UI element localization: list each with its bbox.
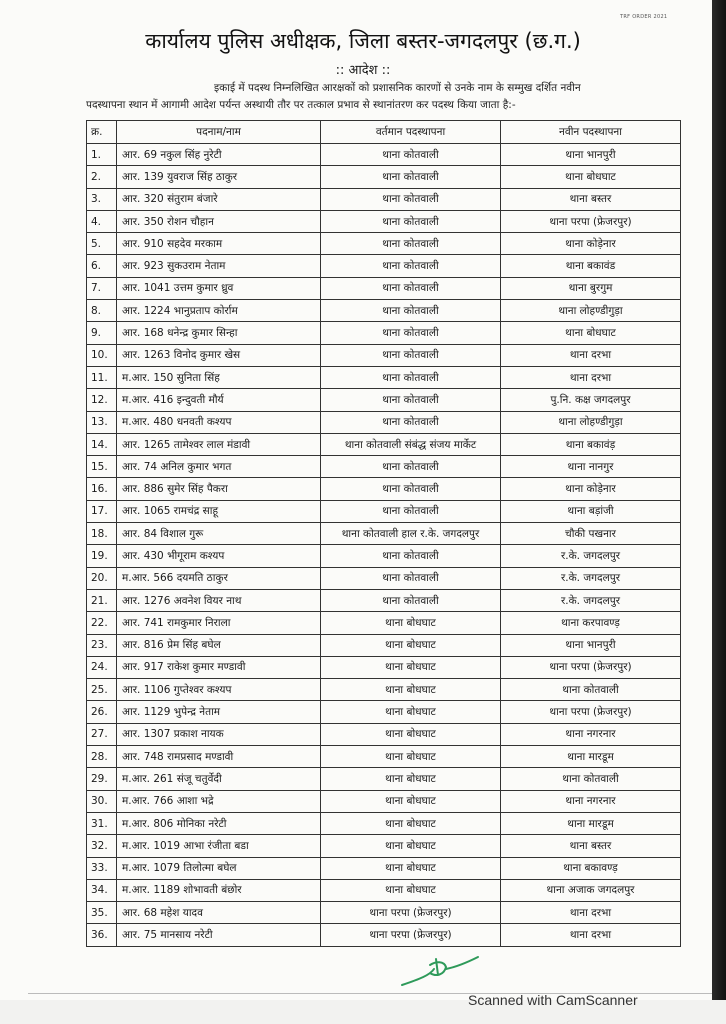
- current-posting: थाना कोतवाली: [321, 478, 501, 500]
- serial-number: 6.: [87, 255, 117, 277]
- current-posting: थाना बोधघाट: [321, 835, 501, 857]
- employee-name: म.आर. 806 मोनिका नरेटी: [117, 812, 321, 834]
- employee-name: म.आर. 1079 तिलोत्मा बघेल: [117, 857, 321, 879]
- employee-name: आर. 1224 भानुप्रताप कोर्राम: [117, 300, 321, 322]
- employee-name: आर. 1106 गुप्तेश्वर कश्यप: [117, 679, 321, 701]
- table-row: [87, 166, 681, 188]
- serial-number: 11.: [87, 366, 117, 388]
- new-posting: थाना परपा (फ्रेजरपुर): [501, 210, 681, 232]
- current-posting: थाना बोधघाट: [321, 812, 501, 834]
- employee-name: म.आर. 1019 आभा रंजीता बडा: [117, 835, 321, 857]
- serial-number: 26.: [87, 701, 117, 723]
- table-row: [87, 924, 681, 946]
- employee-name: आर. 168 धनेन्द्र कुमार सिन्हा: [117, 322, 321, 344]
- employee-name: आर. 1065 रामचंद्र साहू: [117, 500, 321, 522]
- employee-name: आर. 741 रामकुमार निराला: [117, 612, 321, 634]
- new-posting: थाना बुरगुम: [501, 277, 681, 299]
- new-posting: थाना कोतवाली: [501, 768, 681, 790]
- table-row: [87, 233, 681, 255]
- serial-number: 23.: [87, 634, 117, 656]
- serial-number: 21.: [87, 589, 117, 611]
- serial-number: 14.: [87, 433, 117, 455]
- current-posting: थाना कोतवाली: [321, 277, 501, 299]
- employee-name: आर. 923 सुकउराम नेताम: [117, 255, 321, 277]
- table-row: [87, 656, 681, 678]
- new-posting: पु.नि. कक्ष जगदलपुर: [501, 389, 681, 411]
- table-row: [87, 300, 681, 322]
- new-posting: थाना लोहण्डीगुड़ा: [501, 300, 681, 322]
- table-row: [87, 612, 681, 634]
- table-row: [87, 411, 681, 433]
- intro-line-2: पदस्थापना स्थान में आगामी आदेश पर्यन्त अस्थायी तौर पर तत्काल प्रभाव से स्थानांतरण कर पदस्थ किया जाता है:-: [86, 99, 516, 111]
- transfer-table: [86, 120, 681, 947]
- employee-name: आर. 68 महेश यादव: [117, 902, 321, 924]
- current-posting: थाना बोधघाट: [321, 612, 501, 634]
- new-posting: र.के. जगदलपुर: [501, 567, 681, 589]
- table-row: [87, 545, 681, 567]
- current-posting: थाना कोतवाली: [321, 545, 501, 567]
- employee-name: आर. 1263 विनोद कुमार खेस: [117, 344, 321, 366]
- current-posting: थाना परपा (फ्रेजरपुर): [321, 924, 501, 946]
- table-row: [87, 567, 681, 589]
- serial-number: 31.: [87, 812, 117, 834]
- serial-number: 35.: [87, 902, 117, 924]
- serial-number: 1.: [87, 144, 117, 166]
- new-posting: र.के. जगदलपुर: [501, 545, 681, 567]
- current-posting: थाना कोतवाली: [321, 567, 501, 589]
- employee-name: आर. 886 सुमेर सिंह पैकरा: [117, 478, 321, 500]
- new-posting: थाना नगरनार: [501, 790, 681, 812]
- new-posting: थाना दरभा: [501, 902, 681, 924]
- new-posting: थाना करपावण्ड़: [501, 612, 681, 634]
- serial-number: 8.: [87, 300, 117, 322]
- table-row: [87, 679, 681, 701]
- table-row: [87, 746, 681, 768]
- current-posting: थाना बोधघाट: [321, 857, 501, 879]
- table-row: [87, 433, 681, 455]
- serial-number: 27.: [87, 723, 117, 745]
- employee-name: म.आर. 480 धनवती कश्यप: [117, 411, 321, 433]
- current-posting: थाना कोतवाली: [321, 366, 501, 388]
- new-posting: र.के. जगदलपुर: [501, 589, 681, 611]
- employee-name: म.आर. 416 इन्दुवती मौर्य: [117, 389, 321, 411]
- current-posting: थाना कोतवाली: [321, 411, 501, 433]
- current-posting: थाना बोधघाट: [321, 634, 501, 656]
- table-header-row: [87, 121, 681, 144]
- office-title: कार्यालय पुलिस अधीक्षक, जिला बस्तर-जगदलपुर (छ.ग.): [145, 29, 581, 53]
- serial-number: 17.: [87, 500, 117, 522]
- employee-name: आर. 74 अनिल कुमार भगत: [117, 456, 321, 478]
- serial-number: 4.: [87, 210, 117, 232]
- table-row: [87, 478, 681, 500]
- new-posting: थाना कोड़ेनार: [501, 233, 681, 255]
- serial-number: 20.: [87, 567, 117, 589]
- table-row: [87, 188, 681, 210]
- current-posting: थाना बोधघाट: [321, 790, 501, 812]
- current-posting: थाना कोतवाली: [321, 144, 501, 166]
- employee-name: आर. 430 भीगूराम कश्यप: [117, 545, 321, 567]
- serial-number: 15.: [87, 456, 117, 478]
- current-posting: थाना कोतवाली: [321, 589, 501, 611]
- serial-number: 7.: [87, 277, 117, 299]
- serial-number: 16.: [87, 478, 117, 500]
- employee-name: आर. 350 रोशन चौहान: [117, 210, 321, 232]
- new-posting: थाना बकावंड: [501, 255, 681, 277]
- new-posting: थाना नानगुर: [501, 456, 681, 478]
- employee-name: म.आर. 566 दयमति ठाकुर: [117, 567, 321, 589]
- current-posting: थाना कोतवाली: [321, 188, 501, 210]
- table-row: [87, 812, 681, 834]
- current-posting: थाना कोतवाली: [321, 322, 501, 344]
- signature-stroke: [402, 957, 478, 985]
- table-row: [87, 523, 681, 545]
- current-posting: थाना बोधघाट: [321, 679, 501, 701]
- new-posting: थाना बोधघाट: [501, 166, 681, 188]
- col-header-current-posting: वर्तमान पदस्थापना: [321, 121, 501, 144]
- current-posting: थाना कोतवाली: [321, 389, 501, 411]
- serial-number: 29.: [87, 768, 117, 790]
- employee-name: आर. 816 प्रेम सिंह बघेल: [117, 634, 321, 656]
- serial-number: 33.: [87, 857, 117, 879]
- table-row: [87, 255, 681, 277]
- serial-number: 32.: [87, 835, 117, 857]
- serial-number: 18.: [87, 523, 117, 545]
- table-row: [87, 277, 681, 299]
- order-code: TRF ORDER 2021: [620, 14, 668, 20]
- employee-name: आर. 1265 तामेश्वर लाल मंडावी: [117, 433, 321, 455]
- table-row: [87, 879, 681, 901]
- new-posting: थाना बोधघाट: [501, 322, 681, 344]
- scan-edge: [712, 0, 726, 1000]
- employee-name: आर. 1307 प्रकाश नायक: [117, 723, 321, 745]
- table-row: [87, 210, 681, 232]
- table-row: [87, 144, 681, 166]
- table-row: [87, 456, 681, 478]
- intro-line-1: इकाई में पदस्थ निम्नलिखित आरक्षकों को प्रशासनिक कारणों से उनके नाम के सम्मुख दर्शित नवीन: [214, 82, 581, 94]
- table-row: [87, 589, 681, 611]
- employee-name: म.आर. 150 सुनिता सिंह: [117, 366, 321, 388]
- table-row: [87, 634, 681, 656]
- new-posting: थाना बकावंड़: [501, 433, 681, 455]
- new-posting: थाना बस्तर: [501, 835, 681, 857]
- new-posting: थाना कोड़ेनार: [501, 478, 681, 500]
- current-posting: थाना बोधघाट: [321, 701, 501, 723]
- serial-number: 25.: [87, 679, 117, 701]
- serial-number: 19.: [87, 545, 117, 567]
- current-posting: थाना कोतवाली: [321, 456, 501, 478]
- current-posting: थाना कोतवाली: [321, 300, 501, 322]
- serial-number: 24.: [87, 656, 117, 678]
- serial-number: 13.: [87, 411, 117, 433]
- current-posting: थाना बोधघाट: [321, 746, 501, 768]
- current-posting: थाना बोधघाट: [321, 879, 501, 901]
- table-row: [87, 701, 681, 723]
- serial-number: 2.: [87, 166, 117, 188]
- serial-number: 10.: [87, 344, 117, 366]
- serial-number: 9.: [87, 322, 117, 344]
- new-posting: थाना बकावण्ड़: [501, 857, 681, 879]
- employee-name: आर. 320 संतुराम बंजारे: [117, 188, 321, 210]
- current-posting: थाना बोधघाट: [321, 656, 501, 678]
- new-posting: थाना नगरनार: [501, 723, 681, 745]
- new-posting: चौकी पखनार: [501, 523, 681, 545]
- new-posting: थाना दरभा: [501, 924, 681, 946]
- table-row: [87, 344, 681, 366]
- employee-name: म.आर. 261 संजू चतुर्वेदी: [117, 768, 321, 790]
- employee-name: आर. 139 युवराज सिंह ठाकुर: [117, 166, 321, 188]
- table-row: [87, 768, 681, 790]
- new-posting: थाना दरभा: [501, 344, 681, 366]
- new-posting: थाना अजाक जगदलपुर: [501, 879, 681, 901]
- employee-name: आर. 1041 उत्तम कुमार ध्रुव: [117, 277, 321, 299]
- table-row: [87, 322, 681, 344]
- employee-name: आर. 75 मानसाय नरेटी: [117, 924, 321, 946]
- current-posting: थाना कोतवाली: [321, 166, 501, 188]
- col-header-serial: क्र.: [87, 121, 117, 144]
- employee-name: आर. 748 रामप्रसाद मण्डावी: [117, 746, 321, 768]
- col-header-name: पदनाम/नाम: [117, 121, 321, 144]
- new-posting: थाना बस्तर: [501, 188, 681, 210]
- serial-number: 36.: [87, 924, 117, 946]
- order-heading: :: आदेश ::: [335, 63, 391, 78]
- camscanner-watermark: Scanned with CamScanner: [468, 992, 638, 1008]
- order-intro: [86, 80, 676, 114]
- current-posting: थाना कोतवाली: [321, 500, 501, 522]
- employee-name: आर. 910 सहदेव मरकाम: [117, 233, 321, 255]
- table-row: [87, 835, 681, 857]
- current-posting: थाना कोतवाली: [321, 210, 501, 232]
- employee-name: म.आर. 766 आशा भद्रे: [117, 790, 321, 812]
- current-posting: थाना कोतवाली संबंद्ध संजय मार्केट: [321, 433, 501, 455]
- signature-mark: [400, 955, 480, 991]
- new-posting: थाना मारडूम: [501, 746, 681, 768]
- col-header-new-posting: नवीन पदस्थापना: [501, 121, 681, 144]
- new-posting: थाना भानपुरी: [501, 634, 681, 656]
- table-row: [87, 366, 681, 388]
- new-posting: थाना लोहण्डीगुड़ा: [501, 411, 681, 433]
- new-posting: थाना परपा (फ्रेजरपुर): [501, 701, 681, 723]
- employee-name: आर. 84 विशाल गुरू: [117, 523, 321, 545]
- employee-name: म.आर. 1189 शोभावती बंछोर: [117, 879, 321, 901]
- new-posting: थाना बड़ांजी: [501, 500, 681, 522]
- employee-name: आर. 69 नकुल सिंह नुरेटी: [117, 144, 321, 166]
- current-posting: थाना परपा (फ्रेजरपुर): [321, 902, 501, 924]
- serial-number: 3.: [87, 188, 117, 210]
- table-row: [87, 500, 681, 522]
- new-posting: थाना दरभा: [501, 366, 681, 388]
- new-posting: थाना मारडूम: [501, 812, 681, 834]
- serial-number: 5.: [87, 233, 117, 255]
- employee-name: आर. 917 राकेश कुमार मण्डावी: [117, 656, 321, 678]
- table-row: [87, 790, 681, 812]
- table-row: [87, 902, 681, 924]
- serial-number: 28.: [87, 746, 117, 768]
- serial-number: 30.: [87, 790, 117, 812]
- current-posting: थाना कोतवाली: [321, 255, 501, 277]
- current-posting: थाना कोतवाली हाल र.के. जगदलपुर: [321, 523, 501, 545]
- employee-name: आर. 1276 अवनेश वियर नाथ: [117, 589, 321, 611]
- current-posting: थाना कोतवाली: [321, 233, 501, 255]
- table-row: [87, 723, 681, 745]
- current-posting: थाना बोधघाट: [321, 723, 501, 745]
- employee-name: आर. 1129 भुपेन्द्र नेताम: [117, 701, 321, 723]
- new-posting: थाना कोतवाली: [501, 679, 681, 701]
- new-posting: थाना परपा (फ्रेजरपुर): [501, 656, 681, 678]
- table-row: [87, 857, 681, 879]
- serial-number: 34.: [87, 879, 117, 901]
- table-row: [87, 389, 681, 411]
- current-posting: थाना बोधघाट: [321, 768, 501, 790]
- serial-number: 12.: [87, 389, 117, 411]
- current-posting: थाना कोतवाली: [321, 344, 501, 366]
- serial-number: 22.: [87, 612, 117, 634]
- new-posting: थाना भानपुरी: [501, 144, 681, 166]
